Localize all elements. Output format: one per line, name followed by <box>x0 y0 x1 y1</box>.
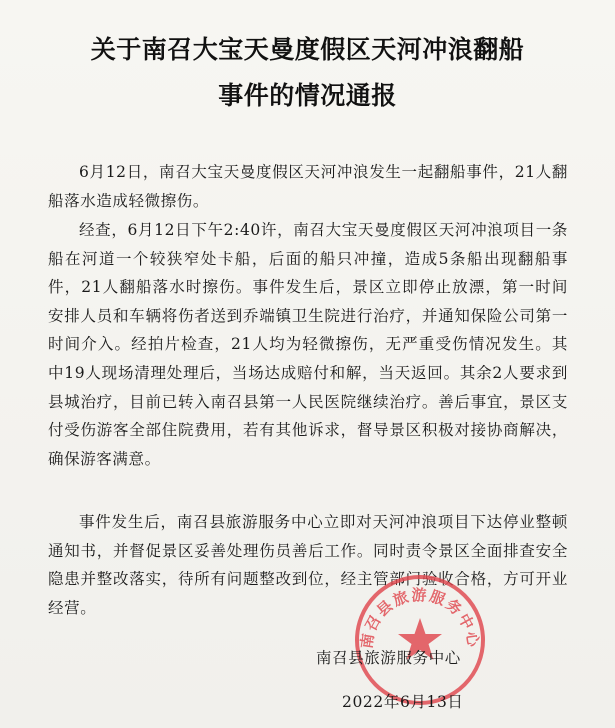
seal-text: 南召县旅游服务中心 <box>357 586 483 650</box>
signature-organization: 南召县旅游服务中心 <box>316 649 461 667</box>
paragraph-investigation: 经查，6月12日下午2:40许，南召大宝天曼度假区天河冲浪项目一条船在河道一个较狭窄处卡船，后面的船只冲撞，造成5条船出现翻船事件，21人翻船落水时擦伤。事件发生后，景区立即停止放漂，第一时间安排人员和车辆将伤者送到乔端镇卫生院进行治疗，并通知保险公司第一时间介入。经拍片检查，21人均为轻微擦伤，无严重受伤情况发生。其中19人现场清理处理后，当场达成赔付和解，当天返回。其余2人要求到县城治疗，目前已转入南召县第一人民医院继续治疗。善后事宜，景区支付受伤游客全部住院费用，若有其他诉求，督导景区积极对接协商解决，确保游客满意。 <box>48 221 568 468</box>
document-title-line-1: 关于南召大宝天曼度假区天河冲浪翻船 <box>90 35 525 64</box>
document-title-line-2: 事件的情况通报 <box>218 81 397 110</box>
signature-date: 2022年6月13日 <box>342 693 464 711</box>
paragraph-follow-up: 事件发生后，南召县旅游服务中心立即对天河冲浪项目下达停业整顿通知书，并督促景区妥善处理伤员善后工作。同时责令景区全面排查安全隐患并整改落实，待所有问题整改到位，经主管部门验收合格，方可开业经营。 <box>48 513 568 617</box>
paragraph-summary: 6月12日，南召大宝天曼度假区天河冲浪发生一起翻船事件，21人翻船落水造成轻微擦伤。 <box>48 163 568 210</box>
official-seal-icon <box>352 572 488 708</box>
